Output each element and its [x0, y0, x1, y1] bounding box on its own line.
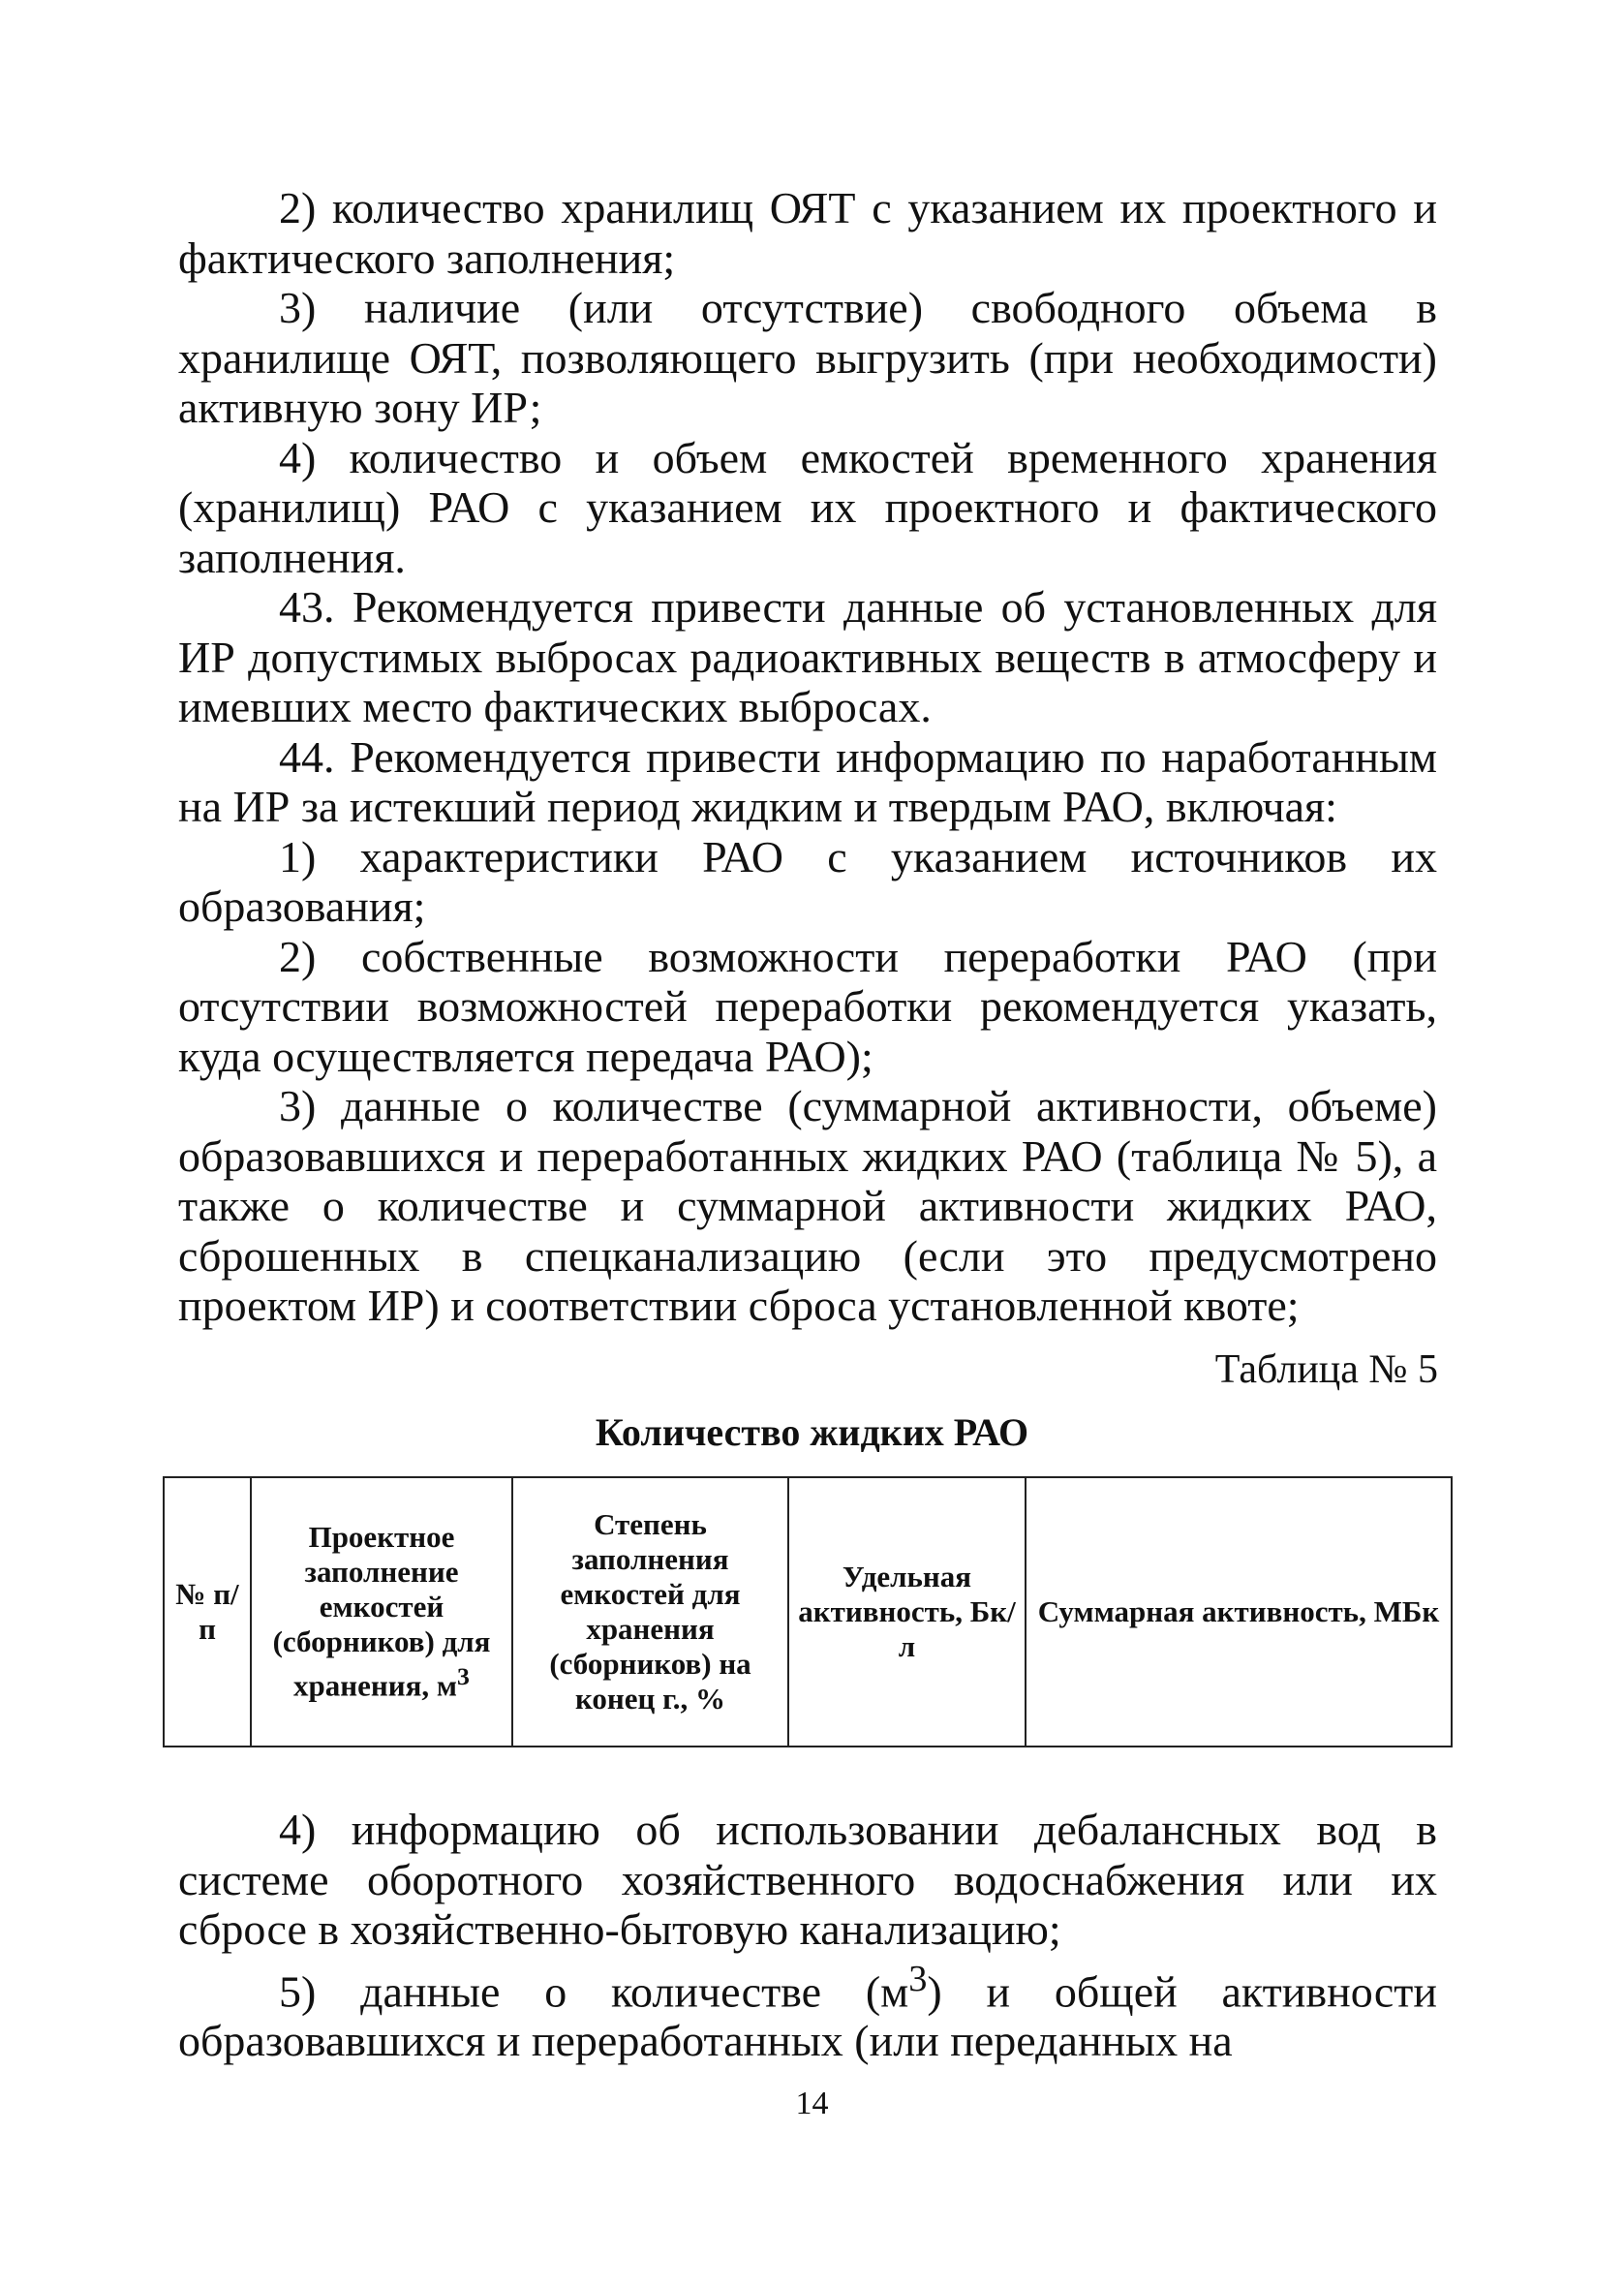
paragraph: 3) наличие (или отсутствие) свободного объема в хранилище ОЯТ, позволяющего выгрузить (при необходимости) активную зону ИР; [178, 283, 1437, 432]
paragraph: 4) количество и объем емкостей временного хранения (хранилищ) РАО с указанием их проектного и фактического заполнения. [178, 432, 1437, 582]
table-header-row [164, 1477, 1452, 1747]
col-header-total-activity: Суммарная активность, МБк [1026, 1477, 1452, 1747]
paragraph: 3) данные о количестве (суммарной активности, объеме) образовавшихся и переработанных жидких РАО (таблица № 5), а также о количестве и суммарной активности жидких РАО, сброшенных в спецканализацию (если это предусмотрено проектом ИР) и соответствии сброса установленной квоте; [178, 1081, 1437, 1330]
table-title: Количество жидких РАО [595, 1410, 1029, 1454]
paragraph: 4) информацию об использовании дебалансных вод в системе оборотного хозяйственного водоснабжения или их сбросе в хозяйственно-бытовую канализацию; [178, 1805, 1437, 1954]
col-header-design-fill [251, 1477, 512, 1747]
paragraph: 1) характеристики РАО с указанием источников их образования; [178, 831, 1437, 931]
col-header-fill-degree: Степень заполнения емкостей для хранения (сборников) на конец г., % [512, 1477, 788, 1747]
paragraph: 43. Рекомендуется привести данные об установленных для ИР допустимых выбросах радиоактивных веществ в атмосферу и имевших место фактических выбросах. [178, 582, 1437, 731]
rao-table [163, 1476, 1453, 1747]
paragraph: 2) собственные возможности переработки РАО (при отсутствии возможностей переработки рекомендуется указать, куда осуществляется передача РАО); [178, 931, 1437, 1081]
col-header-design-text: Проектное заполнение емкостей (сборников) для хранения, м [272, 1520, 491, 1703]
body-text-bottom [178, 1805, 1437, 2066]
paragraph: 2) количество хранилищ ОЯТ с указанием их проектного и фактического заполнения; [178, 183, 1437, 283]
table-caption: Таблица № 5 [1214, 1347, 1438, 1392]
page-number: 14 [795, 2086, 829, 2121]
paragraph: 44. Рекомендуется привести информацию по наработанным на ИР за истекший период жидким и твердым РАО, включая: [178, 731, 1437, 831]
paragraph [178, 1955, 1437, 2066]
paragraph-text: 5) данные о количестве (м [279, 1965, 909, 2016]
body-text-top [178, 183, 1437, 1331]
paragraph-text: ) и общей активности образовавшихся и переработанных (или переданных на [178, 1965, 1438, 2066]
col-header-number: № п/п [164, 1477, 251, 1747]
superscript-unit: 3 [457, 1662, 470, 1691]
superscript-unit: 3 [908, 1958, 928, 1999]
col-header-specific-activity: Удельная активность, Бк/л [788, 1477, 1026, 1747]
